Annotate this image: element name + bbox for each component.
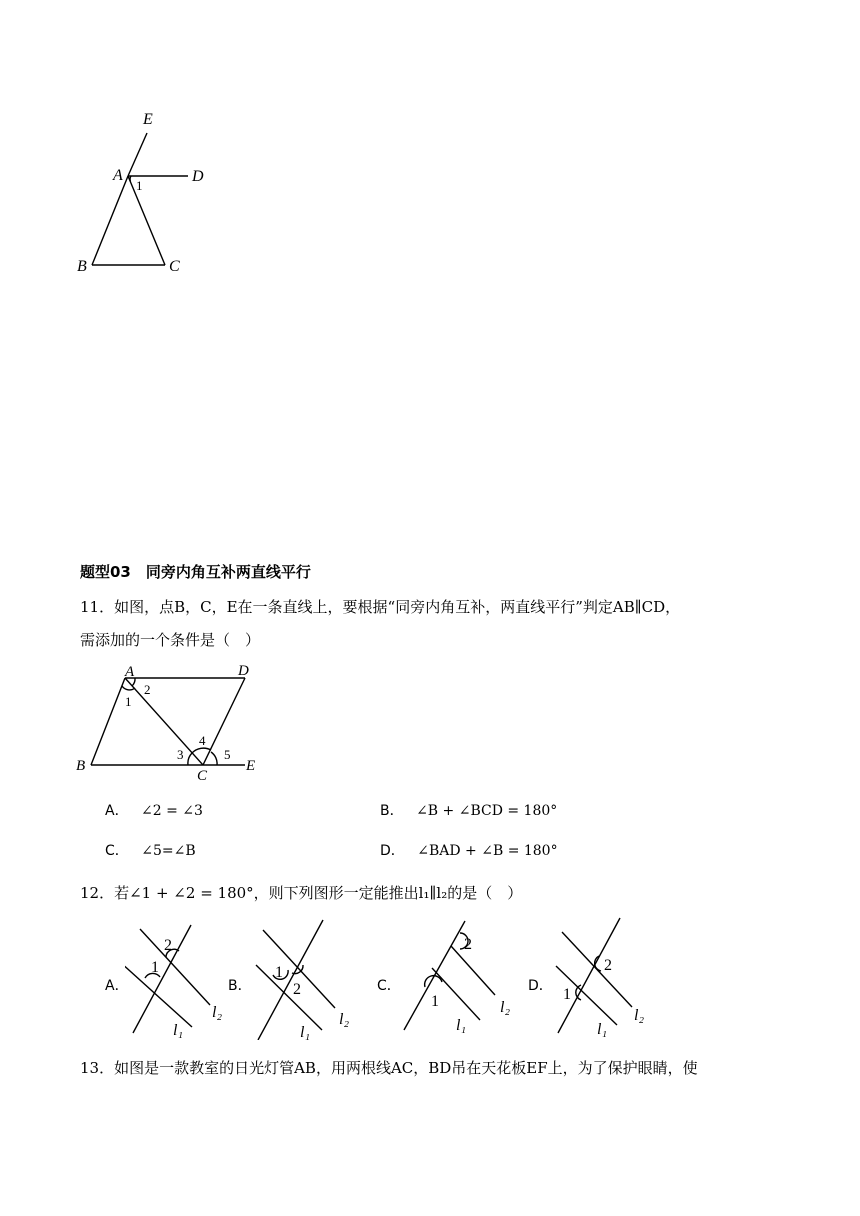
q11-label-2: 2	[144, 682, 151, 697]
q12-figure-a[interactable]	[125, 915, 235, 1040]
q11-arc-5	[211, 752, 217, 765]
q11-option-d-letter: D．	[380, 843, 405, 859]
label-C: C	[169, 258, 180, 275]
q11-line-AB	[91, 678, 125, 765]
q12b-label-2: 2	[293, 981, 301, 998]
q11-label-5: 5	[224, 747, 231, 762]
figure-q11	[70, 658, 270, 783]
q11-option-b-letter: B．	[380, 803, 404, 819]
q11-label-1: 1	[125, 694, 132, 709]
q12a-transversal	[133, 925, 191, 1033]
q12b-line-l1	[256, 965, 322, 1030]
q12-text	[80, 882, 522, 904]
q12c-label-l2: l₂	[500, 999, 511, 1016]
q12d-label-2: 2	[604, 957, 612, 974]
q11-label-3: 3	[177, 747, 184, 762]
q12c-label-2: 2	[464, 936, 472, 953]
q11-line-AC	[125, 678, 203, 765]
q12c-label-l1: l₁	[456, 1017, 467, 1034]
q11-option-b[interactable]	[380, 800, 557, 820]
q12d-label-l2: l₂	[634, 1007, 645, 1024]
q12c-line-l1	[432, 968, 480, 1020]
q12a-label-l2: l₂	[212, 1004, 223, 1021]
q13-stem: 如图是一款教室的日光灯管AB，用两根线AC，BD吊在天花板EF上，为了保护眼睛，使	[114, 1059, 698, 1077]
q12-figure-c[interactable]	[395, 915, 525, 1040]
q12-option-b-letter[interactable]: B．	[228, 978, 252, 994]
q11-label-D: D	[238, 663, 249, 679]
q12c-label-1: 1	[431, 993, 439, 1010]
q11-option-d-text: ∠BAD + ∠B = 180°	[417, 843, 558, 859]
side-AB	[92, 176, 128, 265]
q11-option-d[interactable]	[380, 840, 558, 860]
q11-label-B: B	[76, 758, 86, 774]
q11-stem-line2: 需添加的一个条件是（ ）	[80, 631, 261, 649]
angle-1-arc	[130, 176, 131, 182]
q12a-label-2: 2	[164, 937, 172, 954]
q12-option-c-letter[interactable]: C．	[377, 978, 401, 994]
q11-option-a-letter: A．	[105, 803, 129, 819]
q11-label-C: C	[197, 768, 208, 783]
q12c-line-l2	[451, 946, 495, 995]
q11-option-c-text: ∠5=∠B	[141, 843, 196, 859]
label-D: D	[192, 168, 204, 185]
q12a-label-l1: l₁	[173, 1022, 184, 1039]
q12-number: 12．	[80, 884, 115, 902]
q12d-transversal	[558, 918, 620, 1033]
q11-option-a[interactable]	[105, 800, 203, 820]
q11-arc-3	[188, 753, 192, 765]
q11-option-b-text: ∠B + ∠BCD = 180°	[416, 803, 558, 819]
q11-label-E: E	[246, 758, 256, 774]
q13-number: 13．	[80, 1059, 115, 1077]
q11-label-4: 4	[199, 733, 206, 748]
q11-option-c-letter: C．	[105, 843, 129, 859]
q11-text-line1	[80, 596, 800, 618]
q11-option-c[interactable]	[105, 840, 196, 860]
q11-number: 11．	[80, 598, 115, 616]
q12b-label-l1: l₁	[300, 1024, 311, 1040]
q12a-label-1: 1	[151, 959, 159, 976]
label-B: B	[77, 258, 87, 275]
q12-option-d-letter[interactable]: D．	[528, 978, 553, 994]
q12b-label-l2: l₂	[339, 1011, 350, 1028]
q13-text	[80, 1057, 698, 1079]
section-title: 题型03 同旁内角互补两直线平行	[80, 563, 311, 581]
q11-option-a-text: ∠2 = ∠3	[141, 803, 203, 819]
q12-stem: 若∠1 + ∠2 = 180°，则下列图形一定能推出l₁∥l₂的是（ ）	[114, 884, 523, 902]
q12-option-a-letter[interactable]: A．	[105, 978, 129, 994]
q12-figure-b[interactable]	[245, 915, 365, 1040]
label-A: A	[113, 167, 123, 184]
q11-stem-line1: 如图，点B，C，E在一条直线上，要根据“同旁内角互补，两直线平行”判定AB∥CD，	[114, 598, 681, 616]
label-angle-1: 1	[136, 178, 143, 193]
q12d-label-1: 1	[563, 986, 571, 1003]
side-AC	[128, 176, 165, 265]
q12d-label-l1: l₁	[597, 1021, 608, 1038]
q12b-label-1: 1	[275, 964, 283, 981]
q12-figure-d[interactable]	[545, 915, 665, 1040]
label-E: E	[143, 111, 153, 128]
q11-label-A: A	[125, 664, 135, 680]
figure-triangle	[70, 105, 220, 285]
q11-arc-4	[192, 748, 211, 753]
line-AE	[128, 133, 147, 176]
